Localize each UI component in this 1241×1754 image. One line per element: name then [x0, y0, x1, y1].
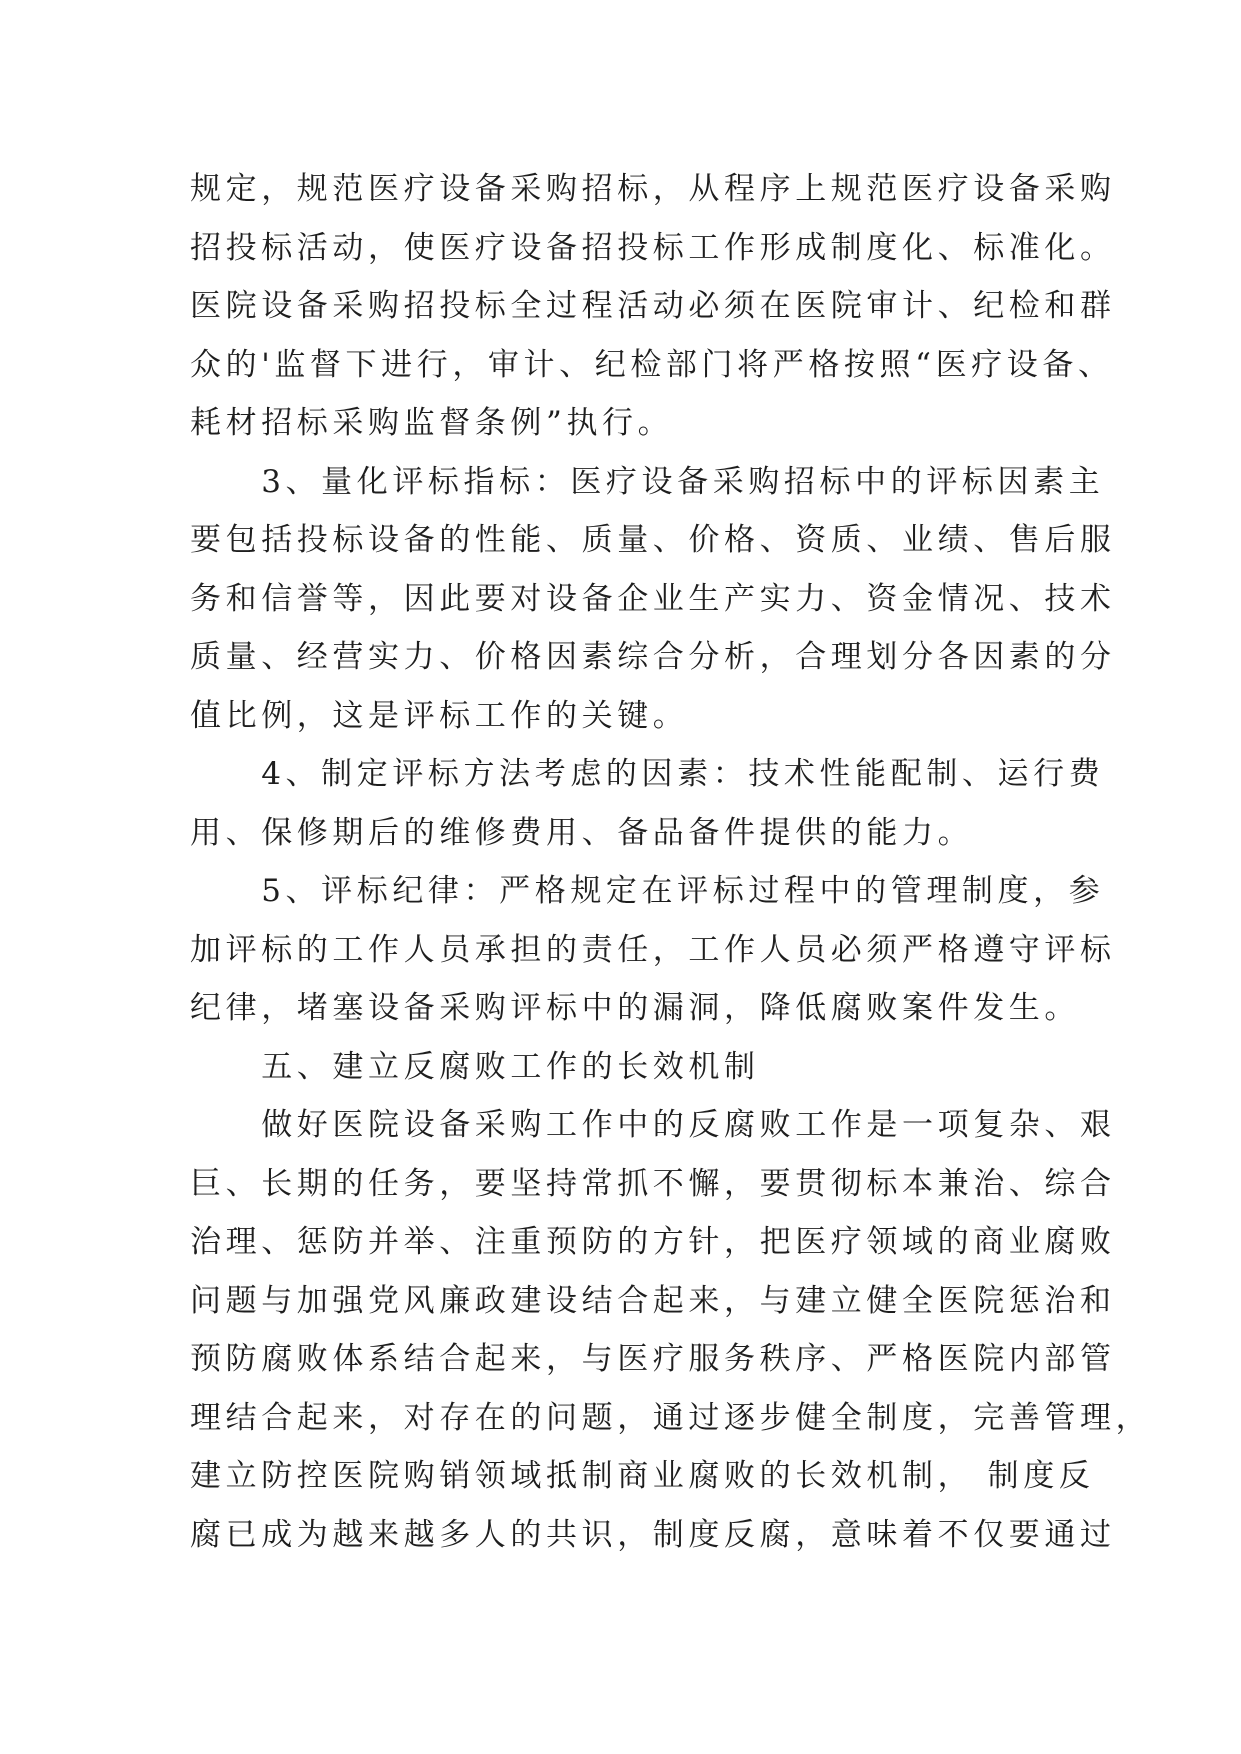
text-line: 3、量化评标指标：医疗设备采购招标中的评标因素主 — [190, 463, 1105, 500]
text-line: 要包括投标设备的性能、质量、价格、资质、业绩、售后服 — [190, 522, 1116, 558]
text-line: 用、保修期后的维修费用、备品备件提供的能力。 — [190, 814, 974, 851]
text-line: 5、评标纪律：严格规定在评标过程中的管理制度，参 — [190, 873, 1105, 909]
text-line: 招投标活动，使医疗设备招投标工作形成制度化、标准化。 — [190, 229, 1116, 266]
text-line: 巨、长期的任务，要坚持常抓不懈，要贯彻标本兼治、综合 — [190, 1165, 1116, 1202]
text-line: 务和信誉等，因此要对设备企业生产实力、资金情况、技术 — [190, 580, 1116, 617]
text-line: 值比例，这是评标工作的关键。 — [190, 697, 689, 734]
text-line: 问题与加强党风廉政建设结合起来，与建立健全医院惩治和 — [190, 1282, 1116, 1319]
text-line: 治理、惩防并举、注重预防的方针，把医疗领域的商业腐败 — [190, 1224, 1116, 1260]
text-line: 4、制定评标方法考虑的因素：技术性能配制、运行费 — [190, 756, 1105, 792]
text-line: 理结合起来，对存在的问题，通过逐步健全制度，完善管理， — [190, 1399, 1152, 1436]
section-heading: 五、建立反腐败工作的长效机制 — [190, 1048, 760, 1085]
body-text — [190, 160, 1152, 1564]
text-line: 腐已成为越来越多人的共识，制度反腐，意味着不仅要通过 — [190, 1516, 1116, 1553]
text-line: 建立防控医院购销领域抵制商业腐败的长效机制， 制度反 — [190, 1458, 1095, 1494]
text-line: 做好医院设备采购工作中的反腐败工作是一项复杂、艰 — [190, 1107, 1116, 1143]
text-line: 医院设备采购招投标全过程活动必须在医院审计、纪检和群 — [190, 288, 1116, 324]
text-line: 纪律，堵塞设备采购评标中的漏洞，降低腐败案件发生。 — [190, 990, 1080, 1026]
text-line: 质量、经营实力、价格因素综合分析，合理划分各因素的分 — [190, 639, 1116, 675]
text-line: 规定，规范医疗设备采购招标，从程序上规范医疗设备采购 — [190, 171, 1116, 207]
text-line: 预防腐败体系结合起来，与医疗服务秩序、严格医院内部管 — [190, 1341, 1116, 1377]
text-line: 众的'监督下进行，审计、纪检部门将严格按照“医疗设备、 — [190, 346, 1114, 383]
text-line: 加评标的工作人员承担的责任，工作人员必须严格遵守评标 — [190, 931, 1116, 968]
text-line: 耗材招标采购监督条例”执行。 — [190, 405, 674, 441]
